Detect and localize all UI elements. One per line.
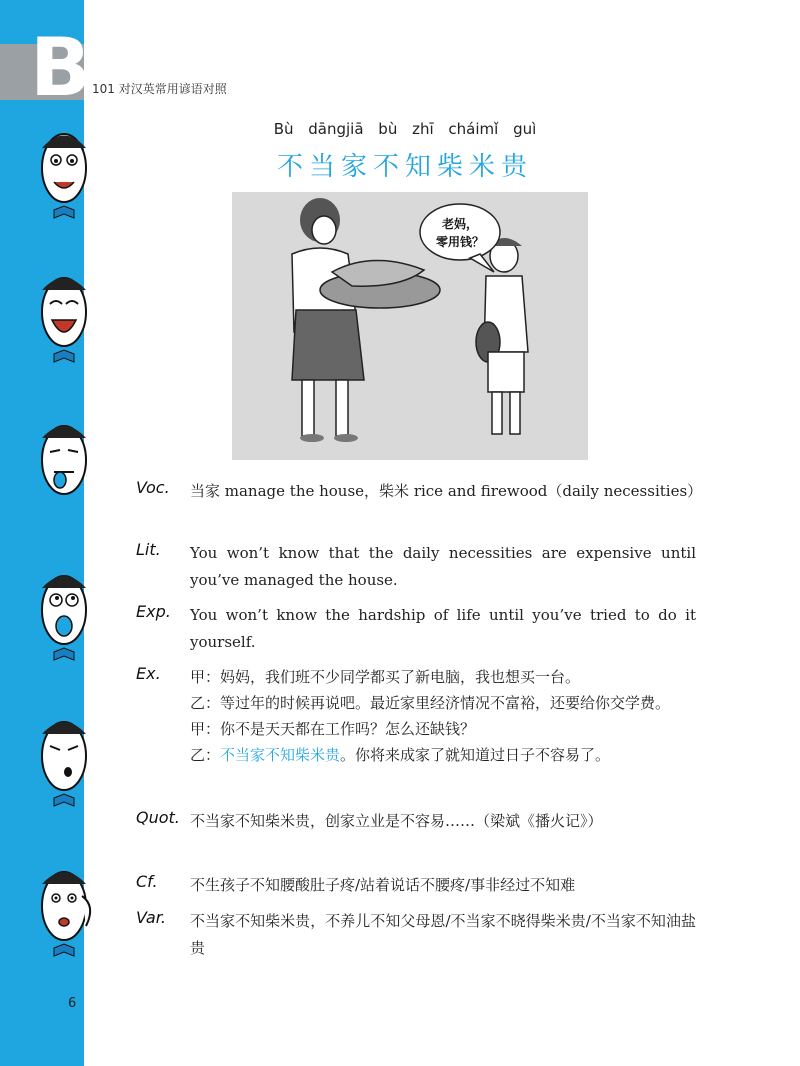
proverb-highlight: 不当家不知柴米贵 (220, 746, 341, 764)
dialog-speaker: 乙： (190, 746, 221, 764)
dialog-speaker: 甲： (190, 720, 221, 738)
dialog-line (190, 742, 696, 768)
illustration-image (232, 192, 588, 460)
lit-label: Lit. (136, 540, 161, 559)
ex-label: Ex. (136, 664, 161, 683)
quot-label: Quot. (136, 808, 180, 827)
entry-voc (136, 478, 703, 505)
scared-face-icon (30, 560, 98, 670)
tongue-out-face-icon (30, 410, 98, 520)
entry-lit (136, 540, 696, 594)
dialog-text: 你不是天天都在工作吗？怎么还缺钱？ (220, 720, 476, 738)
entry-var (136, 908, 696, 962)
dialog-line (190, 716, 696, 742)
listening-face-icon (30, 856, 98, 966)
cartoon-face-icon (30, 118, 98, 228)
dialog-speaker: 甲： (190, 668, 221, 686)
page-number: 6 (68, 996, 77, 1011)
entry-cf (136, 872, 696, 899)
entry-exp (136, 602, 696, 656)
var-text: 不当家不知柴米贵，不养儿不知父母恩/不当家不晓得柴米贵/不当家不知油盐贵 (190, 912, 696, 957)
exp-text: You won’t know the hardship of life until you’ve tried to do it yourself. (190, 606, 696, 651)
proverb-pinyin: Bù dāngjiā bù zhī cháimǐ guì (273, 120, 537, 138)
laughing-face-icon (30, 262, 98, 372)
voc-text: 当家 manage the house，柴米 rice and firewood（daily necessities） (190, 482, 703, 500)
speech-text-line2: 零用钱？ (435, 235, 485, 249)
entry-ex (136, 664, 696, 768)
series-title: 101 对汉英常用谚语对照 (92, 82, 227, 96)
exp-label: Exp. (136, 602, 171, 621)
voc-label: Voc. (136, 478, 170, 497)
cf-text: 不生孩子不知腰酸肚子疼/站着说话不腰疼/事非经过不知难 (190, 876, 576, 894)
dialog-line (190, 690, 696, 716)
speech-text-line1: 老妈， (441, 217, 479, 231)
cf-label: Cf. (136, 872, 158, 891)
entry-quot (136, 808, 696, 835)
section-letter: B (30, 21, 91, 114)
dialog-text: 。你将来成家了就知道过日子不容易了。 (340, 746, 611, 764)
quot-text: 不当家不知柴米贵，创家立业是不容易……（梁斌《播火记》） (190, 812, 603, 830)
proverb-title: 不当家不知柴米贵 (276, 152, 533, 182)
grumpy-face-icon (30, 706, 98, 816)
dialog-line (190, 664, 696, 690)
dialog-text: 妈妈，我们班不少同学都买了新电脑，我也想买一台。 (220, 668, 581, 686)
dialog-speaker: 乙： (190, 694, 221, 712)
lit-text: You won’t know that the daily necessities are expensive until you’ve managed the house. (190, 544, 696, 589)
dialog-text: 等过年的时候再说吧。最近家里经济情况不富裕，还要给你交学费。 (220, 694, 671, 712)
var-label: Var. (136, 908, 166, 927)
